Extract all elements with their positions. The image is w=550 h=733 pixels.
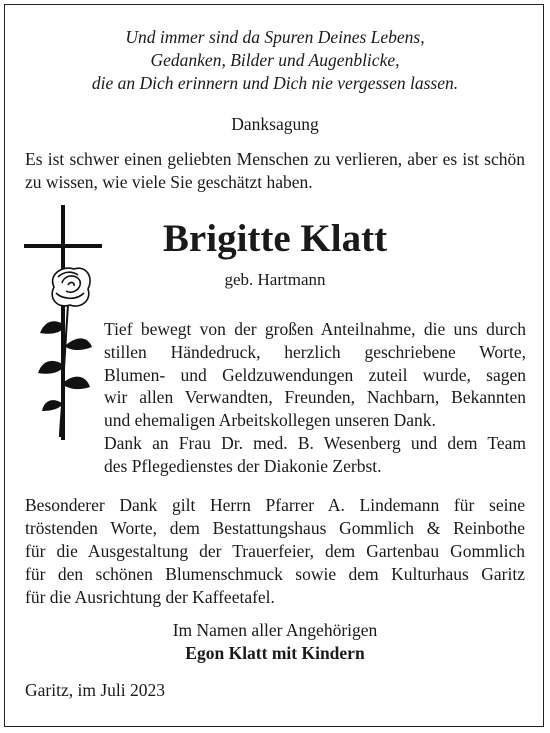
cross-with-rose-icon xyxy=(18,205,118,445)
thanks-line: wir allen Verwandten, Freunden, Nachbarn, Bekannten xyxy=(104,387,526,408)
special-thanks-line: für den schönen Blumenschmuck sowie dem Kulturhaus Garitz xyxy=(25,564,525,584)
thanks-line: Blumen- und Geldzuwendungen zuteil wurde, sagen xyxy=(104,364,526,385)
heading: Danksagung xyxy=(231,114,319,134)
thanks-line: und ehemaligen Arbeitskollegen unseren Dank. xyxy=(104,410,436,431)
birth-name: geb. Hartmann xyxy=(224,270,326,289)
signature-names: Egon Klatt mit Kindern xyxy=(185,643,365,663)
thanks-line: des Pflegedienstes der Diakonie Zerbst. xyxy=(104,455,382,476)
place-date: Garitz, im Juli 2023 xyxy=(25,680,165,700)
special-thanks-line: tröstenden Worte, dem Bestattungshaus Gommlich & Reinbothe xyxy=(25,518,525,538)
poem-line: die an Dich erinnern und Dich nie vergessen lassen. xyxy=(91,73,459,93)
poem-line: Und immer sind da Spuren Deines Lebens, xyxy=(125,27,425,47)
poem-line: Gedanken, Bilder und Augenblicke, xyxy=(150,50,400,70)
signature-block xyxy=(0,619,550,665)
special-thanks-line: Besonderer Dank gilt Herrn Pfarrer A. Lindemann für seine xyxy=(25,495,525,515)
signature-intro: Im Namen aller Angehörigen xyxy=(172,620,378,640)
thanks-line: Dank an Frau Dr. med. B. Wesenberg und dem Team xyxy=(104,432,526,453)
deceased-name: Brigitte Klatt xyxy=(162,217,388,260)
special-thanks-line: für die Ausgestaltung der Trauerfeier, dem Gartenbau Gommlich xyxy=(25,541,525,561)
special-thanks-line: für die Ausrichtung der Kaffeetafel. xyxy=(25,587,275,607)
thanks-paragraph xyxy=(104,318,526,478)
special-thanks-paragraph xyxy=(25,494,525,609)
intro-text: Es ist schwer einen geliebten Menschen zu verlieren, aber es ist schön zu wissen, wie viele Sie geschätzt haben. xyxy=(25,149,525,192)
thanks-line: Tief bewegt von der großen Anteilnahme, die uns durch xyxy=(104,319,526,339)
thanks-line: stillen Händedruck, herzlich geschriebene Worte, xyxy=(104,341,526,362)
poem xyxy=(0,26,550,95)
